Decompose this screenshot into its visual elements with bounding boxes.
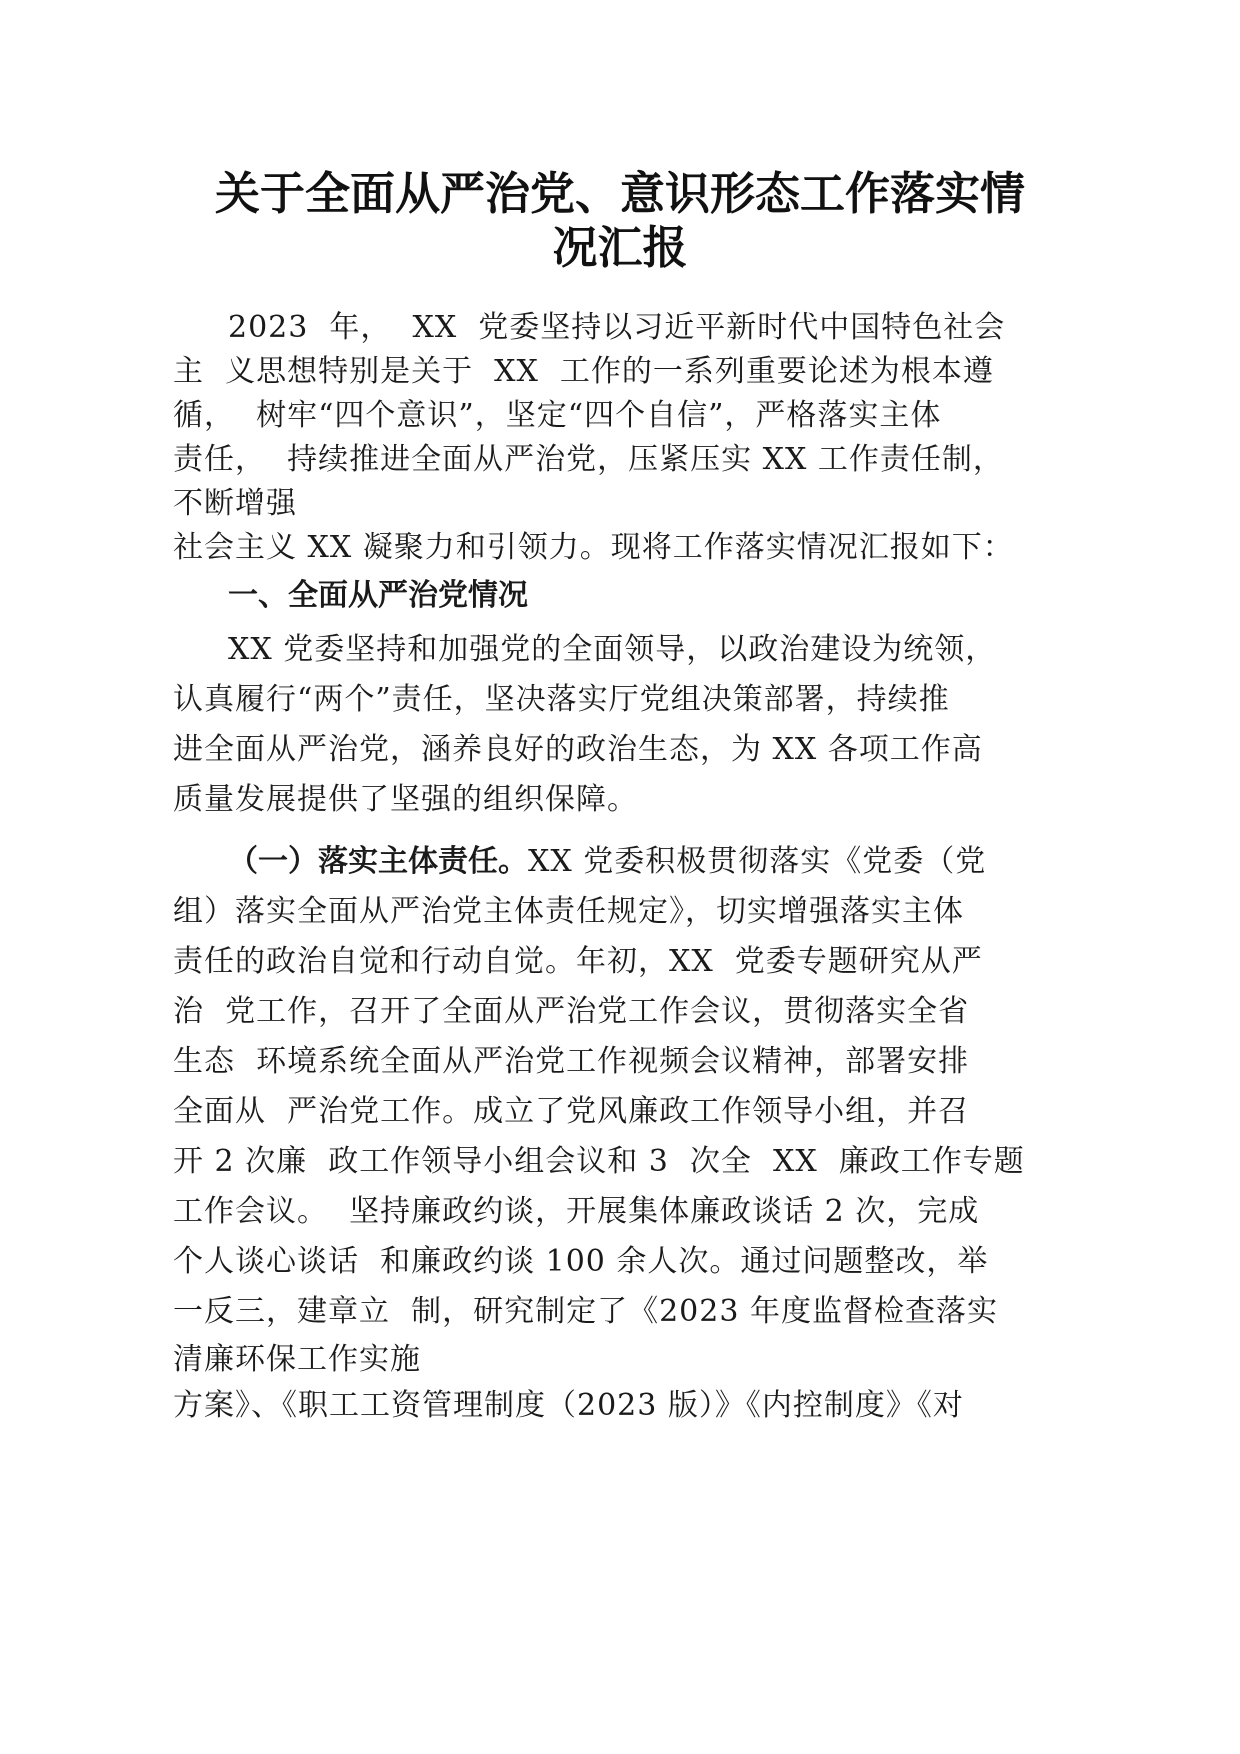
subsection-line: 开 2 次廉 政工作领导小组会议和 3 次全 XX 廉政工作专题 <box>173 1144 1025 1179</box>
section-line: 认真履行“两个”责任，坚决落实厅党组决策部署，持续推 <box>173 682 950 717</box>
subsection-line: 生态 环境系统全面从严治党工作视频会议精神，部署安排 <box>173 1044 970 1079</box>
document-title-line-1: 关于全面从严治党、意识形态工作落实情 <box>214 167 1025 220</box>
subsection-line: 全面从 严治党工作。成立了党风廉政工作领导小组，并召 <box>173 1094 970 1129</box>
section-line: XX 党委坚持和加强党的全面领导，以政治建设为统领， <box>228 632 997 667</box>
subsection-line: 一反三，建章立 制，研究制定了《2023 年度监督检查落实 <box>173 1294 998 1329</box>
subsection-line: 责任的政治自觉和行动自觉。年初，XX 党委专题研究从严 <box>173 944 983 979</box>
intro-line: 社会主义 XX 凝聚力和引领力。现将工作落实情况汇报如下： <box>173 530 1014 565</box>
section-line: 质量发展提供了坚强的组织保障。 <box>173 782 638 817</box>
document-title-line-2: 况汇报 <box>552 221 688 274</box>
intro-line: 不断增强 <box>173 486 297 521</box>
subsection-line: 清廉环保工作实施 <box>173 1342 421 1377</box>
intro-line: 循， 树牢“四个意识”，坚定“四个自信”，严格落实主体 <box>173 398 942 433</box>
subsection-line: 方案》、《职工工资管理制度（2023 版）》《内控制度》《对 <box>173 1388 964 1423</box>
subsection-first-line <box>228 842 986 882</box>
section-line: 进全面从严治党，涵养良好的政治生态，为 XX 各项工作高 <box>173 732 983 767</box>
intro-line: 主 义思想特别是关于 XX 工作的一系列重要论述为根本遵 <box>173 354 994 389</box>
intro-line: 责任， 持续推进全面从严治党，压紧压实 XX 工作责任制， <box>173 442 1004 477</box>
subsection-heading: （一）落实主体责任。 <box>228 844 528 879</box>
subsection-line: 个人谈心谈话 和廉政约谈 100 余人次。通过问题整改，举 <box>173 1244 989 1279</box>
subsection-line: 组）落实全面从严治党主体责任规定》，切实增强落实主体 <box>173 894 964 929</box>
subsection-line: 工作会议。 坚持廉政约谈，开展集体廉政谈话 2 次，完成 <box>173 1194 980 1229</box>
section-heading: 一、全面从严治党情况 <box>228 578 528 613</box>
subsection-first-line-text: XX 党委积极贯彻落实《党委（党 <box>528 844 987 879</box>
subsection-line: 治 党工作，召开了全面从严治党工作会议，贯彻落实全省 <box>173 994 970 1029</box>
intro-line: 2023 年， XX 党委坚持以习近平新时代中国特色社会 <box>228 310 1006 345</box>
